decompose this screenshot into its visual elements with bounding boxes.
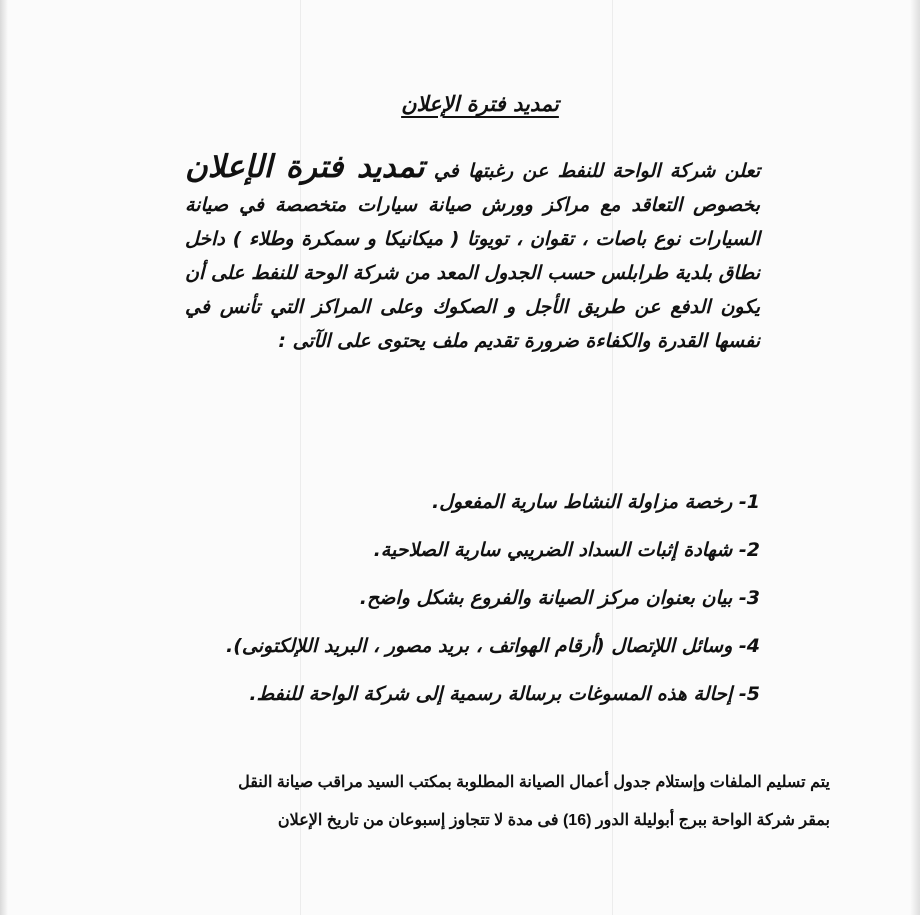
- announcement-intro: [185, 150, 760, 358]
- closing-line-2: بمقر شركة الواحة ببرج أبوليلة الدور (16) فى مدة لا تتجاوز إسبوعان من تاريخ الإعلان: [277, 812, 830, 829]
- requirement-item: 3- بيان بعنوان مركز الصيانة والفروع بشكل واضح.: [359, 587, 760, 609]
- intro-lead: تعلن شركة الواحة للنفط عن رغبتها في: [433, 160, 760, 182]
- requirements-list: [200, 482, 760, 722]
- requirement-item: 5- إحالة هذه المسوغات برسالة رسمية إلى شركة الواحة للنفط.: [249, 683, 760, 705]
- closing-line-1: يتم تسليم الملفات وإستلام جدول أعمال الصيانة المطلوبة بمكتب السيد مراقب صيانة النقل: [238, 774, 830, 791]
- requirement-item: 2- شهادة إثبات السداد الضريبي سارية الصلاحية.: [373, 539, 760, 561]
- page-shadow-right: [910, 0, 920, 915]
- intro-emphasis: تمديد فترة الإعلان: [185, 149, 425, 185]
- requirement-item: 4- وسائل اللإتصال (أرقام الهواتف ، بريد مصور ، البريد اللإلكتونى).: [226, 635, 760, 657]
- intro-body: بخصوص التعاقد مع مراكز وورش صيانة سيارات متخصصة في صيانة السيارات نوع باصات ، تقوان ، تويوتا ( ميكانيكا و سمكرة وطلاء ) داخل نطاق بلدية طرابلس حسب الجدول المعد من شركة الوحة للنفط على أن يكون الدفع عن طريق الأجل و الصكوك وعلى المراكز التي تأنس في نفسها القدرة والكفاءة ضرورة تقديم ملف يحتوى على الآتى :: [185, 194, 760, 352]
- requirement-item: 1- رخصة مزاولة النشاط سارية المفعول.: [431, 491, 760, 513]
- announcement-title: تمديد فترة الإعلان: [401, 92, 559, 116]
- submission-instructions: [145, 764, 830, 840]
- page-shadow-left: [0, 0, 8, 915]
